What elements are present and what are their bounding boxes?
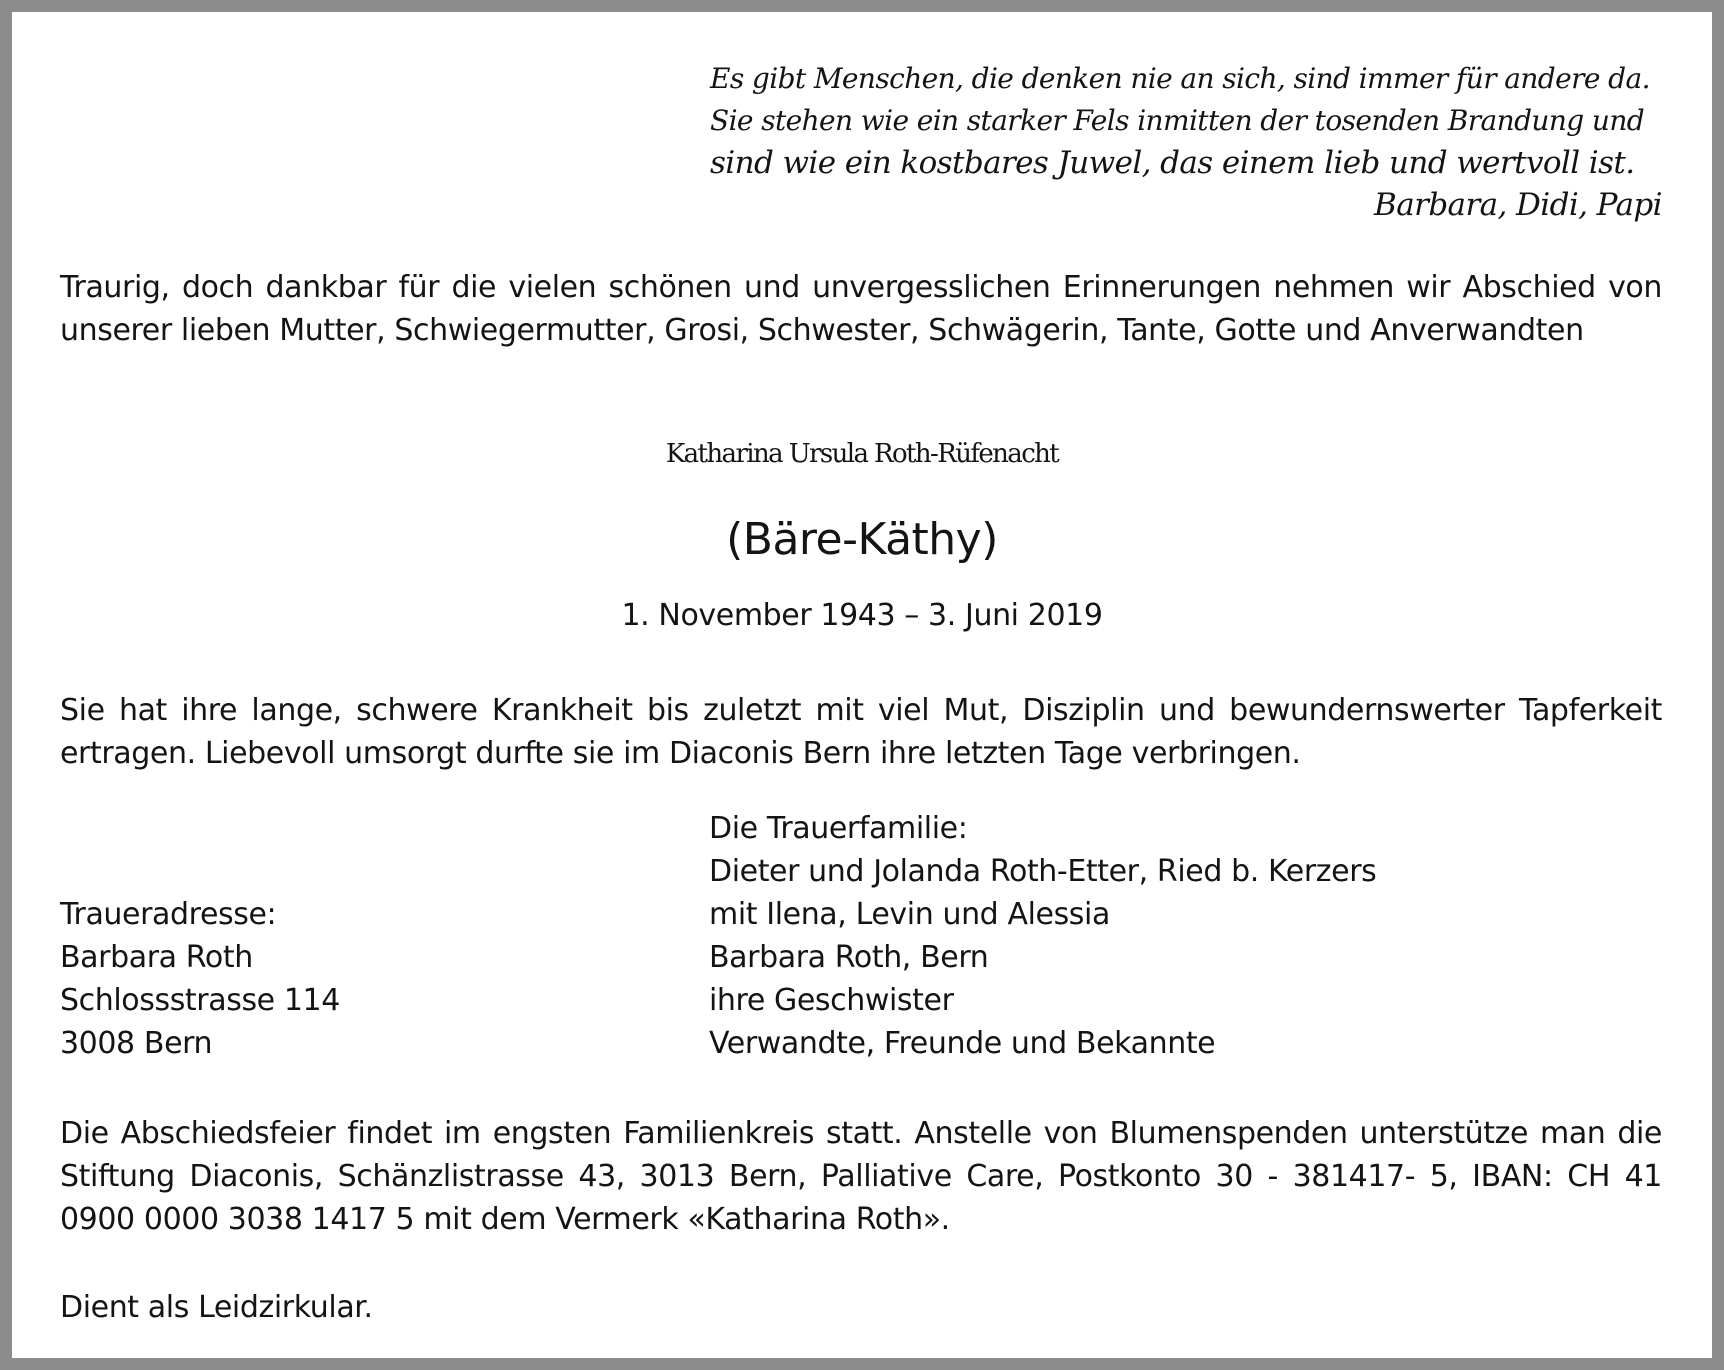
family-member: ihre Geschwister xyxy=(709,983,954,1018)
address-line: Schlossstrasse 114 xyxy=(60,983,340,1018)
address-line: Barbara Roth xyxy=(60,940,253,975)
circular-note: Dient als Leidzirkular. xyxy=(60,1290,373,1325)
address-line: 3008 Bern xyxy=(60,1026,213,1061)
mourning-address xyxy=(60,893,340,1065)
address-heading: Traueradresse: xyxy=(60,897,277,932)
quote-line: sind wie ein kostbares Juwel, das einem lieb und wertvoll ist. xyxy=(710,145,1635,181)
memorial-quote xyxy=(710,58,1662,226)
family-heading: Die Trauerfamilie: xyxy=(709,811,968,846)
life-dates: 1. November 1943 – 3. Juni 2019 xyxy=(621,598,1103,633)
family-member: Barbara Roth, Bern xyxy=(709,940,989,975)
mourning-family xyxy=(709,807,1376,1065)
deceased-name: Katharina Ursula Roth-Rüfenacht xyxy=(665,439,1059,469)
family-member: Dieter und Jolanda Roth-Etter, Ried b. Kerzers xyxy=(709,854,1377,889)
obituary-page xyxy=(12,12,1712,1358)
quote-author: Barbara, Didi, Papi xyxy=(1374,187,1662,223)
family-member: Verwandte, Freunde und Bekannte xyxy=(709,1026,1216,1061)
family-member: mit Ilena, Levin und Alessia xyxy=(709,897,1110,932)
quote-line: Es gibt Menschen, die denken nie an sich, sind immer für andere da. xyxy=(710,62,1650,95)
closing-paragraph: Die Abschiedsfeier findet im engsten Familienkreis statt. Anstelle von Blumenspenden unterstütze man die Stiftung Diaconis, Schänzlistrasse 43, 3013 Bern, Palliative Care, Postkonto 30 - 381417- 5, IBAN: CH 41 0900 0000 3038 1417 5 mit dem Vermerk «Katharina Roth». xyxy=(60,1116,1662,1237)
intro-paragraph: Traurig, doch dankbar für die vielen schönen und unvergesslichen Erinnerungen nehmen wir Abschied von unserer lieben Mutter, Schwiegermutter, Grosi, Schwester, Schwägerin, Tante, Gotte und Anverwandten xyxy=(60,270,1662,348)
illness-paragraph: Sie hat ihre lange, schwere Krankheit bis zuletzt mit viel Mut, Disziplin und bewundernswerter Tapferkeit ertragen. Liebevoll umsorgt durfte sie im Diaconis Bern ihre letzten Tage verbringen. xyxy=(60,693,1662,771)
deceased-nickname: (Bäre-Käthy) xyxy=(726,514,998,565)
quote-line: Sie stehen wie ein starker Fels inmitten der tosenden Brandung und xyxy=(710,104,1645,137)
